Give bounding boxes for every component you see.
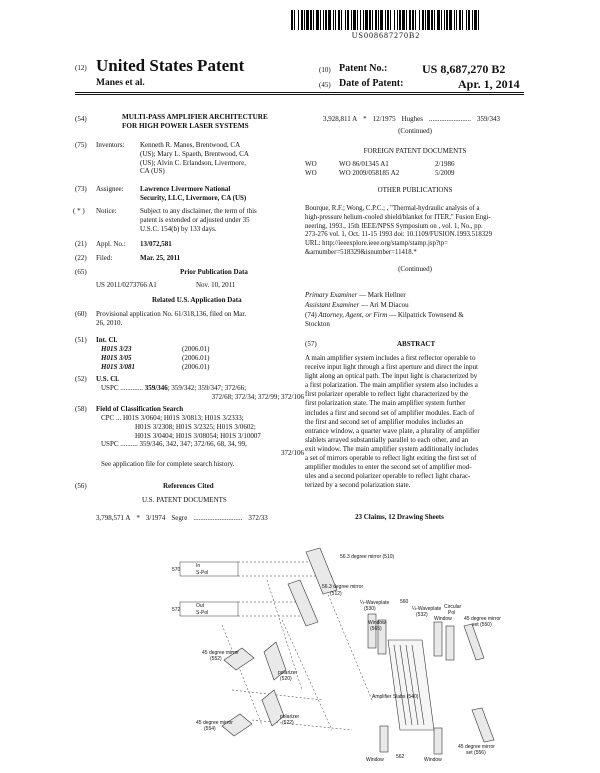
int-cl-dates <box>182 345 209 371</box>
fd-date: 5/2009 <box>435 168 455 177</box>
field-uspc-line: USPC .......... 359/346, 342, 347; 372/66, 68, 34, 99, <box>101 440 247 449</box>
label-polarizer-520b: (520) <box>280 676 292 682</box>
abstract-line: receive input light through a first aperture and direct the input <box>305 363 478 372</box>
inventor-line: (US); Alvin C. Erlandson, Livermore, <box>140 158 246 167</box>
tag-12: (12) <box>75 64 87 72</box>
output-beam <box>180 602 238 616</box>
label-in-sub: S-Pol <box>196 570 209 576</box>
int-cl-date: (2006.01) <box>182 353 210 362</box>
pub-line: &arnumber=518329&isnumber=11418.* <box>305 248 417 256</box>
title-line: MULTI-PASS AMPLIFIER ARCHITECTURE <box>122 113 268 121</box>
atty-label: Attorney, Agent, or Firm <box>318 311 388 319</box>
pe-name: — Mark Hellner <box>357 291 406 299</box>
label-out: Out <box>196 603 205 609</box>
label-out-sub: S-Pol <box>196 610 209 616</box>
tag-10: (10) <box>319 66 331 74</box>
abstract-line: slablets arrayed substantially parallel to each other, and an <box>305 435 469 444</box>
int-cl-code: H01S 3/05 <box>101 353 132 362</box>
tag-57: (57) <box>305 340 317 348</box>
label-mirror-set-550b: set (550) <box>472 622 492 628</box>
window-bottom-right <box>434 728 442 754</box>
window-right <box>446 626 454 660</box>
int-cl-label: Int. Cl. <box>96 336 118 344</box>
tag-notice: ( * ) <box>73 207 85 215</box>
int-cl-code: H01S 3/081 <box>101 362 136 371</box>
header-rule-thin <box>75 94 524 95</box>
us-cl-label: U.S. Cl. <box>96 375 119 383</box>
attorney <box>305 311 464 329</box>
pub-line: URL: http://ieeexplore.ieee.org/stamp/stamp.jsp?tp= <box>305 240 449 248</box>
label-mirror-set-556b: set (556) <box>466 750 486 756</box>
fd-date: 2/1986 <box>435 160 455 168</box>
label-mirror-set-556: 45 degree mirror <box>458 744 495 750</box>
cpc-line: H01S 3/0404; H01S 3/08054; H01S 3/10007 <box>135 431 261 440</box>
dots: ........................ <box>429 115 472 123</box>
tag-54: (54) <box>75 115 87 123</box>
barcode-number: US008687270B2 <box>351 31 421 40</box>
ref-class: 372/33 <box>248 514 268 522</box>
barcode <box>291 10 481 30</box>
filed-label: Filed: <box>96 254 113 262</box>
field-uspc-line: 372/106 <box>281 449 304 458</box>
prior-pub-heading: Prior Publication Data <box>180 268 248 276</box>
assignee-label: Assignee: <box>96 185 124 193</box>
label-570: 570 <box>172 567 181 573</box>
label-572: 572 <box>172 607 181 613</box>
reference-row <box>96 514 268 523</box>
uspc-rest: ; 359/342; 359/347; 372/66; <box>167 384 247 392</box>
dots: ............. <box>120 384 144 392</box>
label-amplifier-slabs: Amplifier Slabs (540) <box>372 694 419 700</box>
abstract-line: a set of mirrors operable to reflect light exiting the first set of <box>305 454 477 463</box>
barcode-bar <box>478 10 479 30</box>
inventors-list <box>140 141 249 176</box>
claims-sheets: 23 Claims, 12 Drawing Sheets <box>355 513 444 521</box>
abstract-line: exit window. The main amplifier system additionally includes <box>305 444 479 453</box>
mirror-set-556 <box>472 708 494 742</box>
inventor-line: (US); Mary L. Spaeth, Brentwood, CA <box>140 149 249 158</box>
continued: (Continued) <box>398 265 432 273</box>
prior-pub-date: Nov. 10, 2011 <box>196 281 236 289</box>
abstract <box>305 354 525 490</box>
inventor-line: CA (US) <box>140 167 165 176</box>
cpc-block <box>101 414 304 469</box>
tag-60: (60) <box>75 310 87 318</box>
uspc-rest2: 372/68; 372/34; 372/99; 372/106 <box>211 392 304 401</box>
label-qw530: ¼-Waveplate <box>360 600 390 606</box>
label-circular: Circular <box>444 604 462 610</box>
abstract-line: a first polarization. The main amplifier system also includes a <box>305 381 478 390</box>
label-mirror-512b: (512) <box>330 591 342 597</box>
tag-45: (45) <box>319 81 331 89</box>
patent-no: US 8,687,270 B2 <box>422 62 506 76</box>
patent-date: Apr. 1, 2014 <box>458 77 520 91</box>
notice-line: Subject to any disclaimer, the term of this <box>140 207 257 215</box>
fd-country: WO <box>305 168 317 177</box>
ae-name: — Ari M Diacou <box>359 301 409 309</box>
abstract-line: includes a first and second set of amplifier modules. Each of <box>305 408 475 417</box>
abstract-line: entrance window, a quarter wave plate, a plurality of amplifier <box>305 426 480 435</box>
tag-58: (58) <box>75 405 87 413</box>
cpc-line: CPC ... H01S 3/0604; H01S 3/0813; H01S 3/2333; <box>101 414 244 422</box>
label-mirror-set-550: 45 degree mirror <box>464 616 501 622</box>
appl-label: Appl. No.: <box>96 240 126 248</box>
foreign-docs <box>305 160 525 178</box>
dots: ............................ <box>193 514 243 522</box>
ref-name: Segre <box>171 514 188 522</box>
other-pubs-heading: OTHER PUBLICATIONS <box>377 186 453 194</box>
label-polarizer-522b: (522) <box>282 720 294 726</box>
int-cl-codes <box>101 345 135 371</box>
notice-line: patent is extended or adjusted under 35 <box>140 215 250 224</box>
atty-name: Stockton <box>305 319 330 328</box>
primary-examiner <box>305 291 406 300</box>
label-window-565: Window <box>368 620 386 626</box>
abstract-heading: ABSTRACT <box>397 340 436 348</box>
label-pol: Pol <box>448 610 456 616</box>
ref-date: 3/1974 <box>145 514 166 522</box>
invention-title <box>122 113 268 131</box>
label-mirror-552b: (552) <box>210 656 222 662</box>
ref-class: 359/343 <box>477 115 500 123</box>
us-cl <box>101 384 304 402</box>
label-window-565b: (565) <box>370 626 382 632</box>
inventor-line: Kenneth R. Manes, Brentwood, CA <box>140 141 241 149</box>
abstract-line: first polarizer operable to reflect light characterized by the <box>305 390 469 399</box>
pub-line: 273-276 vol. 1, Oct. 11-15 1993 doi: 10.1109/FUSION.1993.518329 <box>305 231 492 239</box>
assignee-line: Security, LLC, Livermore, CA (US) <box>140 193 247 202</box>
tag-65: (65) <box>75 268 87 276</box>
fd-country: WO <box>305 160 317 168</box>
pub-line: Bourque, R.F.; Wong, C.P.C.; , "Thermal-hydraulic analysis of a <box>305 205 480 212</box>
tag-56: (56) <box>75 482 87 490</box>
uspc-main: 359/346 <box>144 384 168 392</box>
ref-number: 3,928,811 A <box>323 115 358 123</box>
tag-21: (21) <box>75 240 87 248</box>
abstract-line: A main amplifier system includes a first reflector operable to <box>305 354 476 362</box>
label-mirror-512: 56.3 degree mirror <box>322 584 364 590</box>
label-mirror-552: 45 degree mirror <box>202 650 239 656</box>
patent-title: United States Patent <box>96 56 245 75</box>
provisional-line: Provisional application No. 61/318,136, filed on Mar. <box>96 310 247 318</box>
ref-date: 12/1975 <box>372 115 396 123</box>
inventors-label: Inventors: <box>96 141 125 149</box>
label-qw532b: (532) <box>416 612 428 618</box>
abstract-line: amplifier modules to enter the second set of amplifier mod- <box>305 463 472 472</box>
title-line: FOR HIGH POWER LASER SYSTEMS <box>122 121 249 130</box>
ref-number: 3,798,571 A <box>96 514 131 522</box>
continued: (Continued) <box>398 127 432 135</box>
label-window-right: Window <box>434 616 452 622</box>
atty-name: — Kilpatrick Townsend & <box>387 311 464 319</box>
abstract-line: first polarization state. The main amplifier system further <box>305 399 466 408</box>
abstract-line: light along an optical path. The input light is characterized by <box>305 372 478 381</box>
see-file: See application file for complete search history. <box>101 459 235 468</box>
filed-date: Mar. 25, 2011 <box>140 254 181 262</box>
label-mirror-554: 45 degree mirror <box>196 720 233 726</box>
label-in: In <box>196 563 201 569</box>
label-window-bl: Window <box>366 757 384 763</box>
ref-star: * <box>136 514 140 522</box>
tag-22: (22) <box>75 254 87 262</box>
related-heading: Related U.S. Application Data <box>152 296 242 304</box>
waveplate-532 <box>434 622 442 656</box>
header-rule <box>75 92 524 93</box>
label-mirror-510: 56.3 degree mirror (510) <box>340 554 395 560</box>
label-560: 560 <box>400 599 409 605</box>
ref-name: Hughes <box>401 115 424 123</box>
label-mirror-554b: (554) <box>204 726 216 732</box>
appl-no: 13/072,581 <box>140 240 172 248</box>
provisional <box>96 310 246 328</box>
field-search-label: Field of Classification Search <box>96 405 184 413</box>
window-bottom-left <box>380 726 388 752</box>
label-qw530b: (530) <box>364 606 376 612</box>
int-cl-code: H01S 3/23 <box>101 345 132 353</box>
int-cl-date: (2006.01) <box>182 362 210 371</box>
abstract-line: ules and a second polarizer operable to reflect light charac- <box>305 472 471 481</box>
pe-label: Primary Examiner <box>305 291 358 299</box>
assignee-line: Lawrence Livermore National <box>140 185 231 193</box>
assistant-examiner <box>305 301 409 310</box>
tag-74: (74) <box>305 311 317 319</box>
abstract-line: the first and second set of amplifier modules includes an <box>305 417 464 426</box>
input-beam <box>180 562 238 576</box>
tag-51: (51) <box>75 336 87 344</box>
date-label: Date of Patent: <box>339 78 404 89</box>
label-polarizer-520: polarizer <box>278 670 298 676</box>
label-qw532: ¼-Waveplate <box>412 606 442 612</box>
label-polarizer-522: polarizer <box>280 714 300 720</box>
abstract-line: terized by a second polarization state. <box>305 481 411 490</box>
tag-73: (73) <box>75 185 87 193</box>
other-pubs <box>305 205 525 258</box>
assignee <box>140 185 246 203</box>
ref-star: * <box>363 115 367 123</box>
pub-line: high-pressure helium-cooled shield/blanket for ITER," Fusion Engi- <box>305 213 491 221</box>
prior-pub-number: US 2011/0273766 A1 <box>96 281 157 289</box>
notice-line: U.S.C. 154(b) by 133 days. <box>140 224 217 233</box>
reference-row <box>323 115 500 124</box>
provisional-line: 26, 2010. <box>96 318 123 327</box>
fd-number: WO 86/01345 A1 <box>339 160 389 168</box>
inventors-short: Manes et al. <box>96 78 145 88</box>
foreign-docs-heading: FOREIGN PATENT DOCUMENTS <box>363 147 467 155</box>
us-docs-heading: U.S. PATENT DOCUMENTS <box>142 496 227 504</box>
pub-line: neering, 1993., 15th IEEE/NPSS Symposium on , vol. 1, No., pp. <box>305 222 483 230</box>
notice-label: Notice: <box>96 207 117 215</box>
tag-52: (52) <box>75 375 87 383</box>
fd-number: WO 2009/058185 A2 <box>339 168 400 177</box>
refs-heading: References Cited <box>163 482 214 490</box>
label-562: 562 <box>396 754 405 760</box>
tag-75: (75) <box>75 141 87 149</box>
mirror-set-550 <box>464 624 484 660</box>
cpc-line: H01S 3/2308; H01S 3/2325; H01S 3/0602; <box>135 422 256 431</box>
uspc-label: USPC <box>101 384 119 392</box>
mirror-512 <box>288 580 318 626</box>
notice-text <box>140 207 257 233</box>
int-cl-date: (2006.01) <box>182 345 210 353</box>
amplifier-diagram <box>172 540 512 765</box>
patent-no-label: Patent No.: <box>339 63 388 74</box>
label-window-br: Window <box>424 757 442 763</box>
ae-label: Assistant Examiner <box>305 301 360 309</box>
